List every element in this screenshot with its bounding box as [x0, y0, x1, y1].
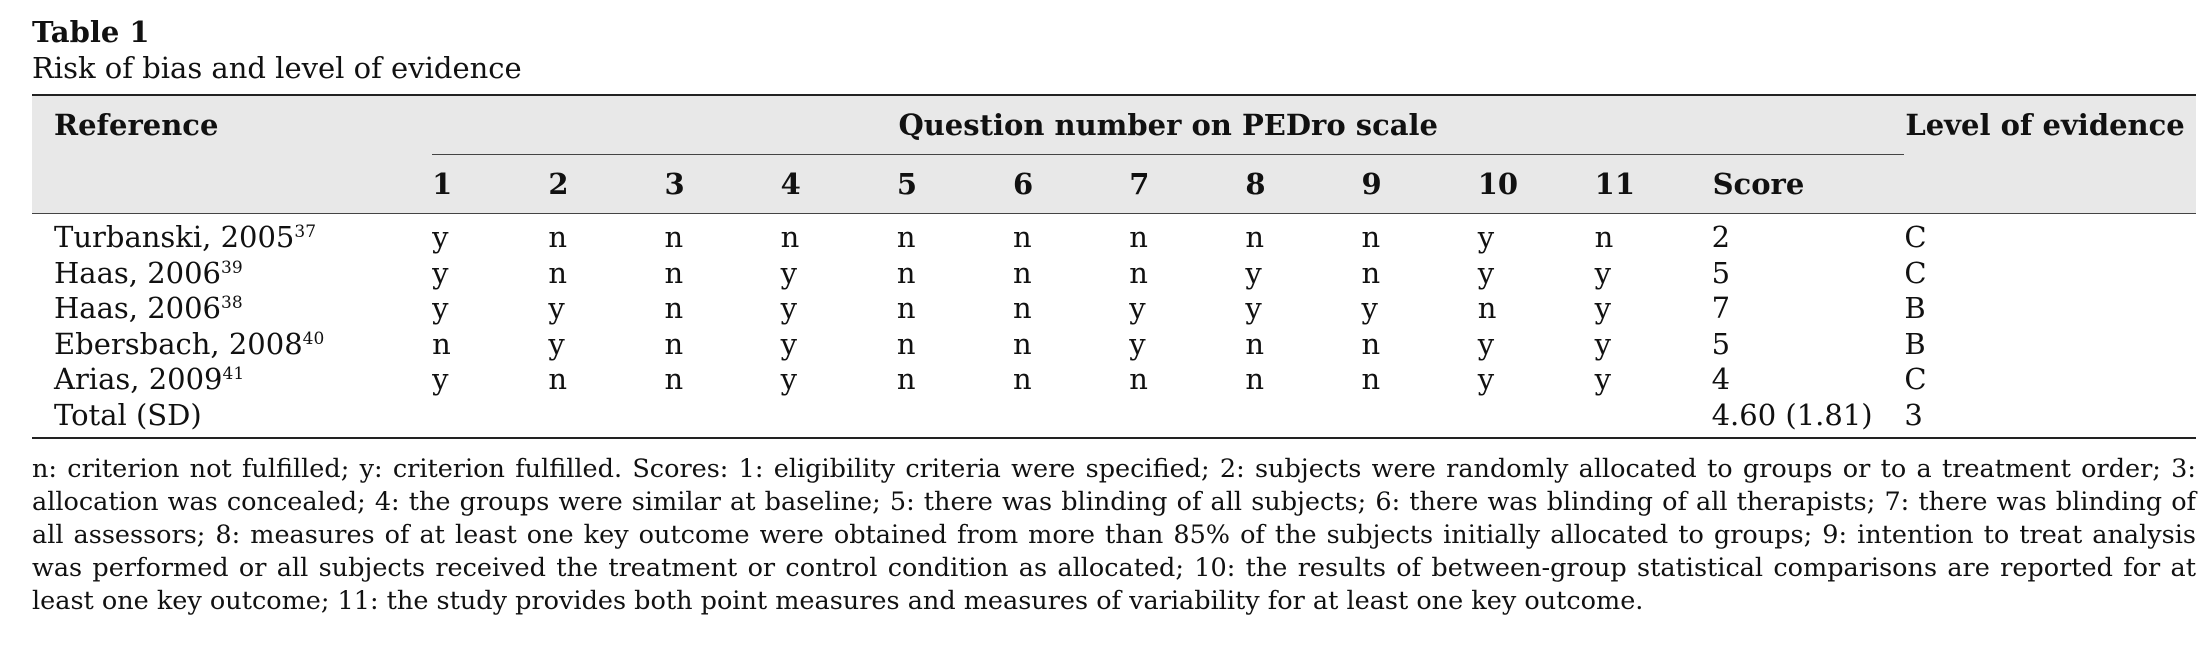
score-cell: 5: [1711, 255, 1731, 290]
total-empty-cell: [1362, 398, 1478, 438]
answer-q9: n: [1361, 220, 1381, 255]
answer-q11: y: [1594, 255, 1612, 290]
header-row-groups: [32, 96, 2196, 155]
answer-q5: n: [896, 362, 916, 397]
reference-cell: [32, 256, 432, 292]
total-empty-cell: [1013, 398, 1129, 438]
reference-citation-number: 37: [294, 222, 317, 243]
answer-q9: n: [1361, 362, 1381, 397]
header-question-1: 1: [432, 155, 548, 214]
answer-q6: n: [1013, 362, 1032, 397]
answer-q7: n: [1129, 255, 1148, 290]
total-empty-cell: [781, 398, 897, 438]
answer-q3: n: [664, 291, 684, 326]
header-question-11: 11: [1595, 155, 1712, 214]
answer-q5: n: [896, 326, 916, 361]
reference-citation-number: 39: [221, 257, 243, 278]
reference-author: Haas, 2006: [54, 255, 221, 290]
answer-q11: y: [1594, 326, 1612, 361]
score-cell: 7: [1711, 291, 1731, 326]
answer-q9: n: [1361, 326, 1381, 361]
table-row: [32, 256, 2196, 292]
reference-cell: [32, 362, 432, 398]
answer-q7: n: [1129, 362, 1148, 397]
answer-q10: y: [1477, 220, 1495, 255]
answer-q7: y: [1129, 326, 1146, 361]
answer-q11: y: [1594, 291, 1612, 326]
answer-q7: n: [1129, 220, 1148, 255]
answer-q10: n: [1477, 291, 1497, 326]
total-empty-cell: [1595, 398, 1712, 438]
answer-q2: n: [548, 362, 568, 397]
answer-q8: n: [1245, 326, 1265, 361]
total-row: [32, 398, 2196, 438]
answer-q3: n: [664, 326, 684, 361]
header-score: Score: [1712, 155, 1905, 214]
header-level-of-evidence: Level of evidence: [1904, 96, 2196, 155]
table-container: [32, 94, 2196, 439]
score-cell: 5: [1711, 326, 1731, 361]
answer-q3: n: [664, 255, 684, 290]
total-empty-cell: [1129, 398, 1245, 438]
answer-q9: y: [1361, 291, 1378, 326]
header-pedro-group: Question number on PEDro scale: [432, 96, 1904, 155]
table-row: [32, 291, 2196, 327]
reference-citation-number: 40: [302, 328, 325, 349]
total-empty-cell: [548, 398, 664, 438]
level-cell: B: [1904, 326, 1926, 361]
answer-q2: n: [548, 255, 568, 290]
reference-author: Turbanski, 2005: [54, 220, 295, 255]
header-question-2: 2: [548, 155, 664, 214]
table-label: Table 1: [32, 15, 150, 49]
table-body: [32, 214, 2196, 438]
score-cell: 4: [1711, 362, 1731, 397]
reference-citation-number: 38: [221, 293, 243, 314]
answer-q4: y: [780, 291, 798, 326]
answer-q11: n: [1594, 220, 1614, 255]
answer-q7: y: [1129, 291, 1146, 326]
answer-q10: y: [1477, 326, 1495, 361]
level-cell: B: [1904, 291, 1926, 326]
total-empty-cell: [432, 398, 548, 438]
answer-q8: n: [1245, 362, 1265, 397]
risk-of-bias-table: [32, 96, 2196, 437]
answer-q6: n: [1013, 220, 1032, 255]
score-cell: 2: [1711, 220, 1731, 255]
total-level: 3: [1904, 397, 1923, 432]
answer-q5: n: [896, 220, 916, 255]
total-label: Total (SD): [54, 397, 202, 432]
reference-citation-number: 41: [222, 364, 245, 385]
total-empty-cell: [665, 398, 781, 438]
reference-cell: [32, 214, 432, 256]
reference-cell: [32, 291, 432, 327]
answer-q6: n: [1013, 255, 1032, 290]
answer-q1: y: [432, 255, 449, 290]
answer-q9: n: [1361, 255, 1381, 290]
level-cell: C: [1904, 255, 1927, 290]
answer-q4: y: [780, 255, 798, 290]
answer-q2: y: [548, 291, 565, 326]
header-reference-blank: [32, 155, 432, 214]
answer-q1: y: [432, 362, 449, 397]
reference-author: Arias, 2009: [54, 362, 223, 397]
reference-author: Ebersbach, 2008: [54, 326, 303, 361]
header-question-6: 6: [1013, 155, 1129, 214]
total-empty-cell: [1478, 398, 1595, 438]
table-footnote: n: criterion not fulfilled; y: criterion fulfilled. Scores: 1: eligibility criteria were specified; 2: subjects were randomly allocated to groups or to a treatment order; 3: allocation was concealed; 4: the groups were similar at baseline; 5: there was blinding of all subjects; 6: there was blinding of all therapists; 7: there was blinding of all assessors; 8: measures of at least one key outcome were obtained from more than 85% of the subjects initially allocated to groups; 9: intention to treat analysis was performed or all subjects received the treatment or control condition as allocated; 10: the results of between-group statistical comparisons are reported for at least one key outcome; 11: the study provides both point measures and measures of variability for at least one key outcome.: [32, 454, 2196, 616]
table-row: [32, 327, 2196, 363]
answer-q8: y: [1245, 291, 1262, 326]
total-score: 4.60 (1.81): [1711, 397, 1873, 432]
header-question-7: 7: [1129, 155, 1245, 214]
table-row: [32, 214, 2196, 256]
answer-q5: n: [896, 255, 916, 290]
answer-q6: n: [1013, 326, 1032, 361]
table-figure: [32, 14, 2196, 618]
reference-cell: [32, 327, 432, 363]
header-row-questions: [32, 155, 2196, 214]
answer-q11: y: [1594, 362, 1612, 397]
answer-q1: y: [432, 291, 449, 326]
answer-q6: n: [1013, 291, 1032, 326]
answer-q8: n: [1245, 220, 1265, 255]
answer-q1: n: [432, 326, 451, 361]
answer-q4: n: [780, 220, 800, 255]
header-question-9: 9: [1362, 155, 1478, 214]
table-caption: Risk of bias and level of evidence: [32, 51, 522, 85]
answer-q1: y: [432, 220, 449, 255]
answer-q3: n: [664, 362, 684, 397]
header-question-4: 4: [781, 155, 897, 214]
answer-q4: y: [780, 362, 798, 397]
reference-author: Haas, 2006: [54, 291, 221, 326]
header-level-blank: [1904, 155, 2196, 214]
total-empty-cell: [897, 398, 1013, 438]
level-cell: C: [1904, 362, 1927, 397]
header-reference: Reference: [32, 96, 432, 155]
header-question-3: 3: [665, 155, 781, 214]
header-question-5: 5: [897, 155, 1013, 214]
answer-q2: y: [548, 326, 565, 361]
answer-q4: y: [780, 326, 798, 361]
answer-q3: n: [664, 220, 684, 255]
answer-q8: y: [1245, 255, 1262, 290]
level-cell: C: [1904, 220, 1927, 255]
table-row: [32, 362, 2196, 398]
header-question-10: 10: [1478, 155, 1595, 214]
answer-q10: y: [1477, 362, 1495, 397]
answer-q5: n: [896, 291, 916, 326]
answer-q2: n: [548, 220, 568, 255]
header-question-8: 8: [1245, 155, 1361, 214]
answer-q10: y: [1477, 255, 1495, 290]
total-empty-cell: [1245, 398, 1361, 438]
